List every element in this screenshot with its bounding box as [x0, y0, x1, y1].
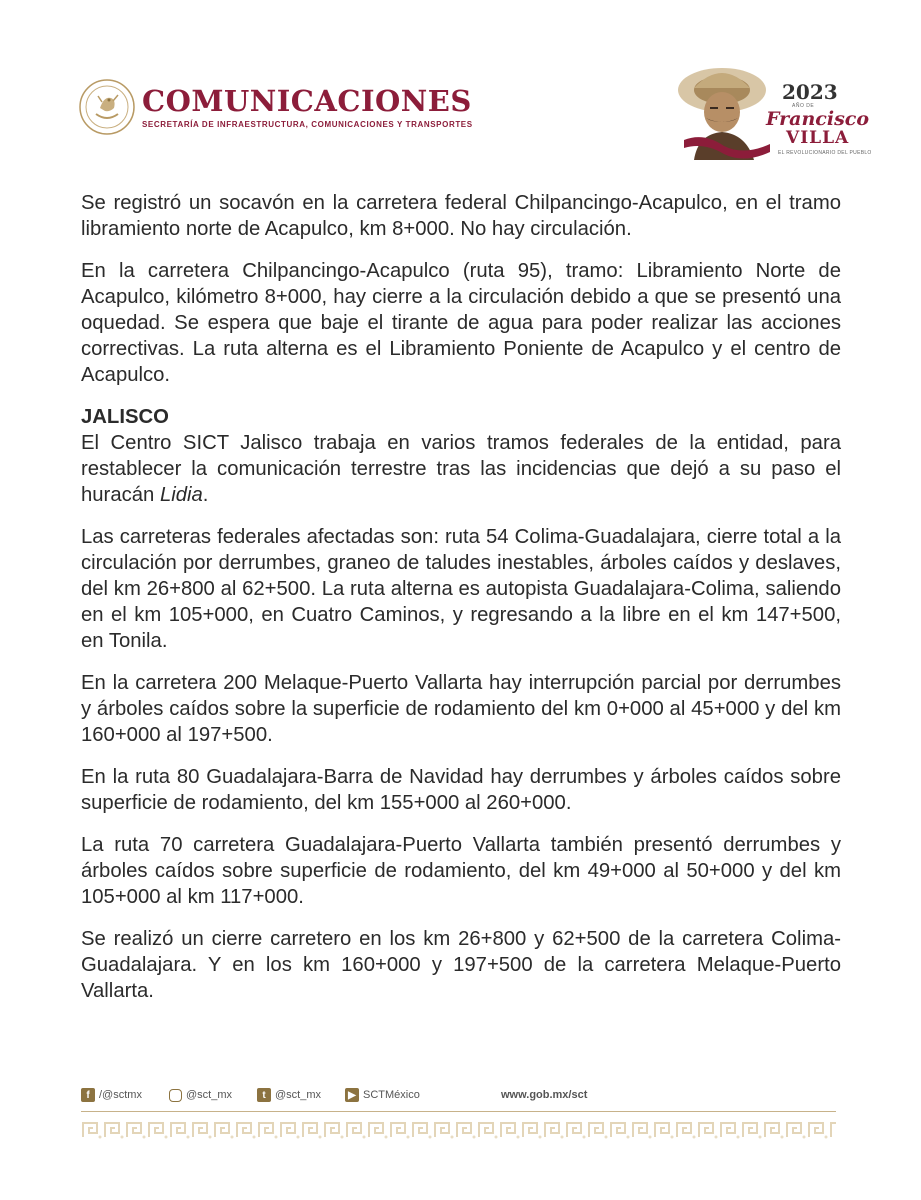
- instagram-icon: [169, 1089, 182, 1102]
- section-heading: JALISCO: [81, 406, 169, 428]
- organization-name: COMUNICACIONES: [142, 84, 472, 118]
- website-link[interactable]: www.gob.mx/sct: [501, 1089, 588, 1101]
- footer-divider: [81, 1111, 836, 1112]
- paragraph: [81, 430, 841, 508]
- year-name-first: Francisco: [766, 108, 870, 130]
- villa-portrait-icon: [674, 60, 774, 160]
- facebook-icon: f: [81, 1088, 95, 1102]
- youtube-link[interactable]: [345, 1085, 420, 1105]
- youtube-handle: SCTMéxico: [363, 1089, 420, 1101]
- year-number: 2023: [782, 80, 838, 104]
- social-links: [81, 1085, 841, 1105]
- facebook-handle: /@sctmx: [99, 1089, 142, 1101]
- twitter-link[interactable]: [257, 1085, 321, 1105]
- footer: [81, 1085, 841, 1155]
- decorative-border-pattern: [81, 1119, 836, 1141]
- paragraph: En la carretera 200 Melaque-Puerto Vallarta hay interrupción parcial por derrumbes y árboles caídos sobre la superficie de rodamiento del km 0+000 al 45+000 y del km 160+000 al 197+500.: [81, 672, 841, 746]
- facebook-link[interactable]: [81, 1085, 142, 1105]
- paragraph-text: .: [202, 484, 209, 506]
- mexico-coat-of-arms-icon: [78, 78, 136, 136]
- paragraph: Se realizó un cierre carretero en los km 26+800 y 62+500 de la carretera Colima-Guadalajara. Y en los km 160+000 y 197+500 de la carretera Melaque-Puerto Vallarta.: [81, 928, 841, 1002]
- paragraph-text: El Centro SICT Jalisco trabaja en varios tramos federales de la entidad, para restablecer la comunicación terrestre tras las incidencias que dejó a su paso el huracán: [81, 432, 841, 506]
- letterhead: [78, 60, 872, 170]
- twitter-handle: @sct_mx: [275, 1089, 322, 1101]
- paragraph: La ruta 70 carretera Guadalajara-Puerto Vallarta también presentó derrumbes y árboles caídos sobre superficie de rodamiento, del km 49+000 al 50+000 y del km 105+000 al km 117+000.: [81, 834, 841, 908]
- paragraph: En la carretera Chilpancingo-Acapulco (ruta 95), tramo: Libramiento Norte de Acapulco, kilómetro 8+000, hay cierre a la circulación debido a que se presentó una oquedad. Se espera que baje el tirante de agua para poder realizar las acciones correctivas. La ruta alterna es el Libramiento Poniente de Acapulco y el centro de Acapulco.: [81, 260, 841, 386]
- year-label: AÑO DE: [792, 103, 815, 109]
- organization-subtitle: SECRETARÍA DE INFRAESTRUCTURA, COMUNICACIONES Y TRANSPORTES: [142, 120, 473, 129]
- francisco-villa-2023-logo: [674, 60, 872, 160]
- paragraph: Las carreteras federales afectadas son: ruta 54 Colima-Guadalajara, cierre total a la circulación por derrumbes, graneo de taludes inestables, árboles caídos y deslaves, del km 26+800 al 62+500. La ruta alterna es autopista Guadalajara-Colima, saliendo en el km 105+000, en Cuatro Caminos, y regresando a la libre en el km 147+500, en Tonila.: [81, 526, 841, 652]
- year-name-last: VILLA: [786, 128, 850, 148]
- instagram-handle: @sct_mx: [186, 1089, 233, 1101]
- document-body: [81, 190, 841, 1020]
- paragraph: En la ruta 80 Guadalajara-Barra de Navidad hay derrumbes y árboles caídos sobre superficie de rodamiento, del km 155+000 al 260+000.: [81, 766, 841, 814]
- twitter-icon: t: [257, 1088, 271, 1102]
- youtube-icon: ▶: [345, 1088, 359, 1102]
- hurricane-name: Lidia: [159, 484, 203, 506]
- instagram-link[interactable]: [169, 1085, 232, 1105]
- year-tagline: EL REVOLUCIONARIO DEL PUEBLO: [778, 150, 872, 156]
- paragraph: Se registró un socavón en la carretera federal Chilpancingo-Acapulco, en el tramo libramiento norte de Acapulco, km 8+000. No hay circulación.: [81, 192, 841, 240]
